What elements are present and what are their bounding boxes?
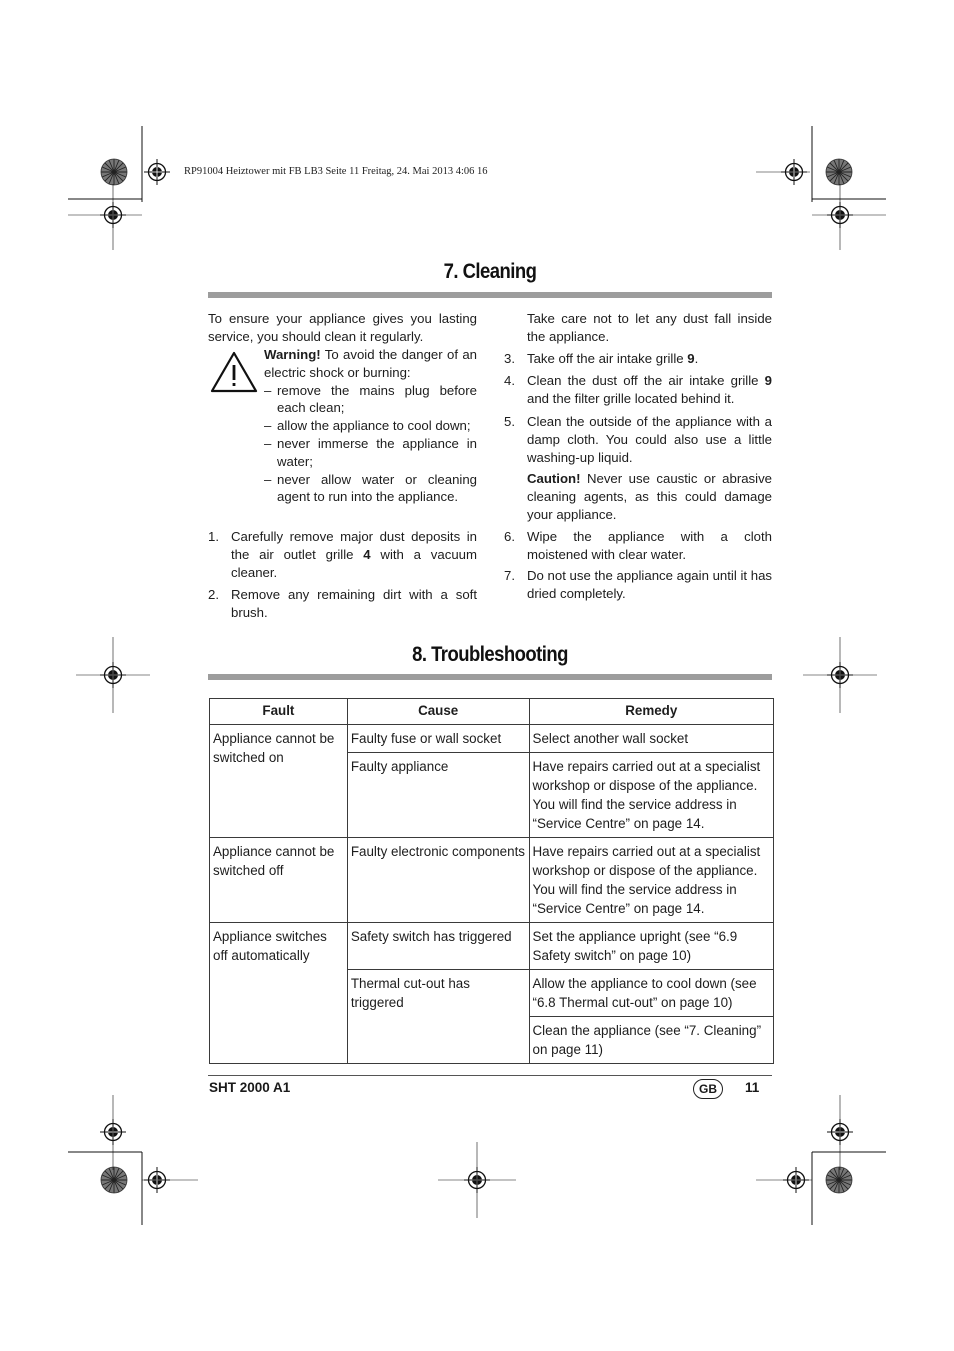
language-badge: GB — [693, 1079, 723, 1099]
remedy-cell: Clean the appliance (see “7. Cleaning” on page 11) — [529, 1017, 773, 1064]
fault-cell: Appliance cannot be switched on — [210, 725, 348, 838]
step-text: Carefully remove major dust deposits in the air outlet grille — [231, 529, 477, 562]
step-3 — [504, 350, 772, 368]
remedy-cell: Allow the appliance to cool down (see “6.8 Thermal cut-out” on page 10) — [529, 970, 773, 1017]
step-text: Do not use the appliance again until it has dried completely. — [527, 568, 772, 602]
warning-item: – allow the appliance to cool down; — [264, 417, 477, 435]
step-text: Wipe the appliance with a cloth moistened with clear water. — [527, 528, 772, 562]
section-title-troubleshooting: 8. Troubleshooting — [412, 643, 568, 666]
section-rule — [208, 292, 772, 298]
registration-mark-icon — [144, 159, 170, 185]
warning-list — [264, 382, 477, 507]
step-number: 5. — [504, 413, 515, 429]
footer-rule — [208, 1075, 772, 1076]
caution-text: Never use caustic or abrasive cleaning agents, as this could damage your appliance. — [527, 471, 772, 522]
caution-block — [504, 470, 772, 523]
troubleshooting-table — [209, 698, 774, 1064]
fault-cell: Appliance cannot be switched off — [210, 838, 348, 923]
warning-item: – remove the mains plug before each clean; — [264, 382, 477, 418]
color-target-icon — [101, 159, 127, 185]
cause-cell: Thermal cut-out has triggered — [347, 970, 529, 1064]
table-row — [210, 725, 774, 753]
remedy-cell: Set the appliance upright (see “6.9 Safety switch” on page 10) — [529, 923, 773, 970]
warning-item: – never allow water or cleaning agent to run into the appliance. — [264, 471, 477, 507]
section-title-cleaning: 7. Cleaning — [443, 260, 537, 283]
step-text: Clean the dust off the air intake grille — [527, 373, 765, 389]
warning-block — [264, 346, 477, 506]
header-remedy: Remedy — [529, 699, 773, 725]
footer-model: SHT 2000 A1 — [209, 1080, 291, 1095]
step-text: Clean the outside of the appliance with a damp cloth. You could also use a little washing-up liquid. — [527, 413, 772, 465]
step-number: 7. — [504, 568, 515, 584]
cleaning-intro — [208, 310, 477, 346]
step-7 — [504, 567, 772, 603]
step-4 — [504, 372, 772, 408]
table-row — [210, 838, 774, 923]
step-number: 4. — [504, 373, 515, 389]
step-text: Remove any remaining dirt with a soft brush. — [231, 587, 477, 621]
remedy-cell: Have repairs carried out at a specialist workshop or dispose of the appliance. You will find the service address in “Service Centre” on page 14. — [529, 753, 773, 838]
header-fault: Fault — [210, 699, 348, 725]
step-number: 2. — [208, 587, 219, 603]
part-number: 9 — [764, 373, 772, 389]
color-target-icon — [101, 1167, 127, 1193]
step-number: 6. — [504, 528, 515, 544]
section-rule — [208, 674, 772, 680]
table-header-row — [210, 699, 774, 725]
print-header: RP91004 Heiztower mit FB LB3 Seite 11 Freitag, 24. Mai 2013 4:06 16 — [184, 166, 488, 177]
table-row — [210, 923, 774, 970]
cleaning-steps-left — [208, 528, 477, 622]
step-number: 3. — [504, 350, 515, 366]
color-target-icon — [826, 1167, 852, 1193]
step-text: Take off the air intake grille — [527, 350, 688, 366]
cause-cell: Safety switch has triggered — [347, 923, 529, 970]
cause-cell: Faulty electronic components — [347, 838, 529, 923]
step-2 — [208, 586, 477, 622]
cleaning-steps-right — [504, 310, 772, 603]
fault-cell: Appliance switches off automatically — [210, 923, 348, 1064]
step-number: 1. — [208, 529, 219, 544]
remedy-cell: Have repairs carried out at a specialist workshop or dispose of the appliance. You will find the service address in “Service Centre” on page 14. — [529, 838, 773, 923]
warning-item: – never immerse the appliance in water; — [264, 435, 477, 471]
warning-triangle-icon — [209, 350, 259, 394]
step-1 — [208, 528, 477, 581]
intro-text: To ensure your appliance gives you lasting service, you should clean it regularly. — [208, 311, 477, 344]
warning-text: To avoid the danger of an electric shock or burning: — [264, 347, 477, 380]
part-number: 9 — [687, 350, 695, 366]
step-text: and the filter grille located behind it. — [527, 391, 735, 407]
cause-cell: Faulty appliance — [347, 753, 529, 838]
warning-label: Warning! — [264, 347, 321, 362]
step-text: . — [694, 350, 699, 366]
step-2-continued: Take care not to let any dust fall inside the appliance. — [527, 311, 772, 344]
cause-cell: Faulty fuse or wall socket — [347, 725, 529, 753]
part-number: 4 — [363, 546, 371, 562]
page-number: 11 — [745, 1080, 760, 1095]
caution-label: Caution! — [527, 471, 581, 487]
color-target-icon — [826, 159, 852, 185]
remedy-cell: Select another wall socket — [529, 725, 773, 753]
step-text: with a vacuum cleaner. — [231, 546, 477, 580]
header-cause: Cause — [347, 699, 529, 725]
step-6 — [504, 528, 772, 564]
step-5 — [504, 413, 772, 466]
